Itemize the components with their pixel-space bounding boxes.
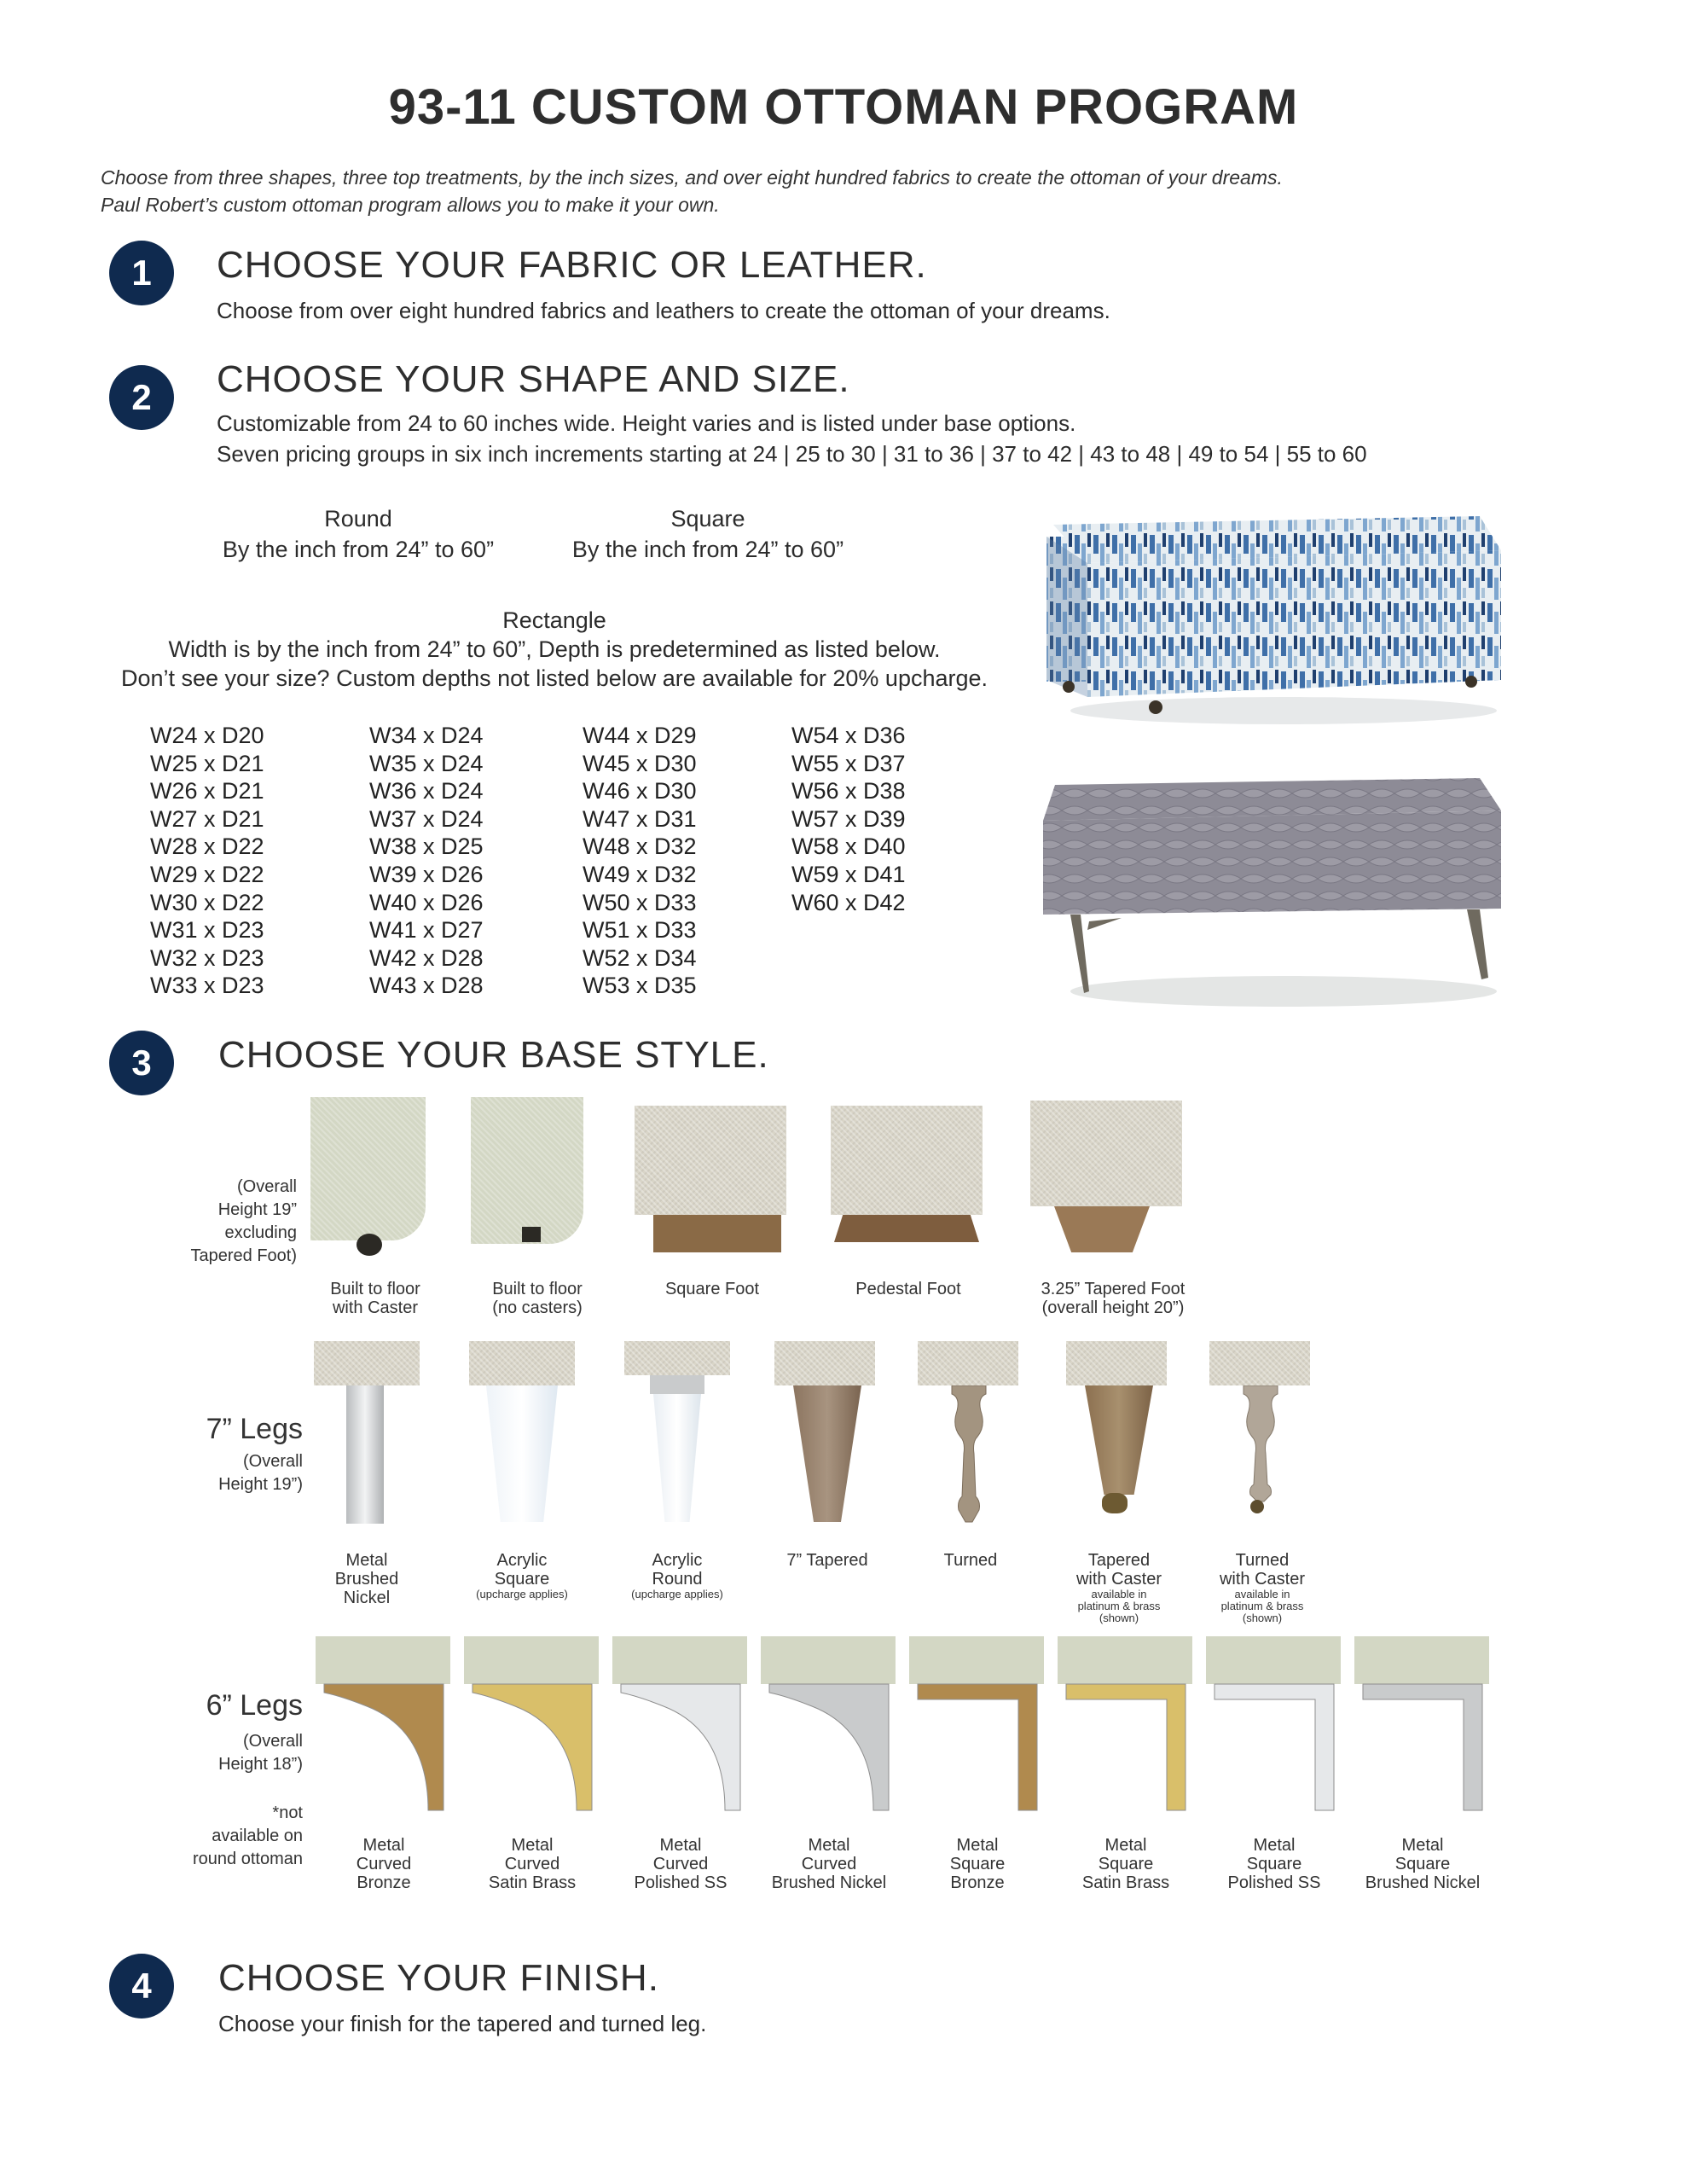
size-column-4-line: W58 x D40	[791, 834, 906, 860]
legs-6-note-line: (Overall	[242, 1732, 303, 1751]
size-column-2-line: W37 x D24	[369, 805, 484, 832]
leg-6-curved-satin-brass-drawing	[464, 1636, 600, 1815]
size-column-3-line: W48 x D32	[583, 834, 697, 860]
leg-6-caption-5	[901, 1836, 1054, 1892]
leg-6-curved-brushed-nickel-photo	[761, 1636, 897, 1815]
leg-7-caption-line: Acrylic	[652, 1551, 703, 1570]
intro-line-2: Paul Robert’s custom ottoman program allows you to make it your own.	[101, 194, 720, 216]
step-2-heading: CHOOSE YOUR SHAPE AND SIZE.	[217, 358, 850, 400]
leg-7-caption-line: Tapered	[1087, 1551, 1151, 1570]
base-built-to-floor-no-caster-photo	[471, 1097, 590, 1251]
leg-6-caption-line: Bronze	[357, 1873, 411, 1892]
size-column-2-line: W36 x D24	[369, 778, 484, 804]
leg-6-fabric-block	[909, 1636, 1044, 1684]
base-height-note-line: excluding	[224, 1223, 297, 1242]
page-title: 93-11 CUSTOM OTTOMAN PROGRAM	[388, 79, 1299, 135]
size-column-3-line: W52 x D34	[583, 944, 697, 971]
leg-6-metal-leg	[918, 1684, 1037, 1810]
size-column-1-line: W25 x D21	[150, 750, 264, 776]
size-column-2-line: W34 x D24	[369, 723, 484, 748]
leg-6-caption-line: Metal	[362, 1836, 405, 1855]
leg-6-caption-6	[1049, 1836, 1203, 1892]
leg-6-fabric-block	[316, 1636, 450, 1684]
size-column-1-line: W33 x D23	[150, 973, 264, 999]
leg-6-caption-line: Metal	[956, 1836, 999, 1855]
leg-6-metal-leg	[1066, 1684, 1186, 1810]
leg-6-caption-7	[1197, 1836, 1351, 1892]
leg-7-caption-note: (shown)	[1242, 1612, 1283, 1624]
shape-round-title: Round	[324, 506, 392, 531]
leg-6-caption-line: Bronze	[950, 1873, 1005, 1892]
size-column-4-line: W55 x D37	[791, 750, 906, 776]
leg-6-caption-line: Curved	[801, 1855, 857, 1873]
leg-6-caption-line: Metal	[659, 1836, 702, 1855]
leg-6-caption-line: Brushed Nickel	[1365, 1873, 1481, 1892]
legs-7-note	[128, 1450, 303, 1496]
leg-7-acrylic-square-photo	[469, 1341, 575, 1529]
shape-rectangle	[102, 606, 1006, 693]
leg-7-caption-line: Brushed	[334, 1570, 399, 1589]
size-column-2-line: W39 x D26	[369, 861, 484, 887]
leg-6-square-satin-brass-drawing	[1058, 1636, 1194, 1815]
leg-7-turned-photo	[918, 1341, 1023, 1529]
leg-7-caption-line: Acrylic	[496, 1551, 548, 1570]
leg-6-fabric-block	[1354, 1636, 1489, 1684]
size-column-3-line: W51 x D33	[583, 917, 697, 944]
leg-6-curved-polished-ss-photo	[612, 1636, 749, 1815]
leg-6-curved-bronze-drawing	[316, 1636, 452, 1815]
leg-6-caption-line: Square	[949, 1855, 1006, 1873]
leg-7-caption-1	[307, 1551, 426, 1607]
size-column-3	[583, 722, 697, 1000]
step-2-text-1: Customizable from 24 to 60 inches wide. Height varies and is listed under base options.	[217, 410, 1076, 436]
step-1-text: Choose from over eight hundred fabrics and leathers to create the ottoman of your dreams.	[217, 298, 1110, 323]
size-column-4-line: W56 x D38	[791, 778, 906, 804]
base-caption-1-line: Built to floor	[330, 1280, 420, 1298]
leg-7-caption-note: available in	[1091, 1588, 1147, 1600]
step-2-text-2: Seven pricing groups in six inch increments starting at 24 | 25 to 30 | 31 to 36 | 37 to 42 | 43 to 48 | 49 to 54 | 55 to 60	[217, 441, 1367, 467]
leg-7-caption-note: platinum & brass	[1077, 1600, 1161, 1612]
leg-6-square-bronze-photo	[909, 1636, 1046, 1815]
leg-6-caption-3	[604, 1836, 757, 1892]
leg-6-fabric-block	[1058, 1636, 1192, 1684]
leg-7-caption-note: (shown)	[1099, 1612, 1139, 1624]
leg-6-caption-line: Metal	[1253, 1836, 1296, 1855]
size-column-2-line: W41 x D27	[369, 917, 484, 944]
shape-round-sub: By the inch from 24” to 60”	[222, 537, 495, 562]
base-built-to-floor-caster-photo	[310, 1097, 430, 1256]
leg-7-tapered-photo	[774, 1341, 880, 1529]
leg-6-curved-bronze-photo	[316, 1636, 452, 1815]
step-1-heading: CHOOSE YOUR FABRIC OR LEATHER.	[217, 244, 927, 286]
size-column-3-line: W49 x D32	[583, 861, 697, 887]
size-column-2-line: W38 x D25	[369, 834, 484, 860]
base-height-note-line: (Overall	[236, 1177, 297, 1196]
leg-6-caption-line: Satin Brass	[488, 1873, 577, 1892]
rectangle-ottoman-photo	[1036, 768, 1510, 1015]
leg-7-caption-line: with Caster	[1219, 1570, 1306, 1589]
leg-7-caption-note: platinum & brass	[1220, 1600, 1304, 1612]
size-column-1-line: W27 x D21	[150, 805, 264, 832]
leg-6-caption-2	[455, 1836, 609, 1892]
leg-6-caption-line: Polished SS	[1227, 1873, 1321, 1892]
step-4-text: Choose your finish for the tapered and turned leg.	[218, 2011, 707, 2036]
step-2-badge: 2	[109, 365, 174, 430]
size-column-1-line: W30 x D22	[150, 889, 264, 915]
leg-6-caption-line: Metal	[511, 1836, 554, 1855]
legs-6-availability-note-line: round ottoman	[193, 1850, 303, 1868]
leg-6-square-brushed-nickel-photo	[1354, 1636, 1491, 1815]
base-square-foot-photo	[635, 1106, 788, 1256]
legs-7-title: 7” Legs	[206, 1413, 303, 1445]
leg-6-caption-line: Satin Brass	[1081, 1873, 1170, 1892]
leg-6-caption-line: Metal	[808, 1836, 850, 1855]
shape-round	[196, 503, 520, 565]
size-column-2-line: W42 x D28	[369, 944, 484, 971]
leg-6-square-bronze-drawing	[909, 1636, 1046, 1815]
size-column-1-line: W24 x D20	[150, 723, 264, 748]
legs-6-note	[128, 1730, 303, 1776]
size-column-2	[369, 722, 484, 1000]
leg-6-caption-line: Curved	[504, 1855, 560, 1873]
size-column-2-line: W40 x D26	[369, 889, 484, 915]
leg-7-caption-line: Turned	[943, 1551, 998, 1570]
legs-6-availability-note-line: *not	[272, 1804, 303, 1822]
size-column-3-line: W47 x D31	[583, 805, 697, 832]
base-caption-2-line: Built to floor	[492, 1280, 583, 1298]
leg-6-fabric-block	[1206, 1636, 1341, 1684]
size-column-1-line: W31 x D23	[150, 917, 264, 944]
step-4-heading: CHOOSE YOUR FINISH.	[218, 1957, 659, 1999]
shape-rectangle-title: Rectangle	[502, 607, 606, 633]
intro-text	[101, 164, 1551, 218]
size-column-3-line: W45 x D30	[583, 750, 697, 776]
size-column-3-line: W50 x D33	[583, 889, 697, 915]
legs-6-availability-note-line: available on	[212, 1827, 303, 1845]
leg-7-turned-caster-photo	[1209, 1341, 1315, 1529]
legs-7-note-line: Height 19”)	[218, 1475, 303, 1494]
step-1-badge: 1	[109, 241, 174, 305]
size-column-1-line: W32 x D23	[150, 944, 264, 971]
leg-7-caption-2	[462, 1551, 582, 1600]
size-column-3-line: W46 x D30	[583, 778, 697, 804]
leg-6-caption-line: Metal	[1401, 1836, 1444, 1855]
size-column-1-line: W28 x D22	[150, 834, 264, 860]
shape-square-sub: By the inch from 24” to 60”	[571, 537, 844, 562]
base-caption-5	[1019, 1280, 1207, 1317]
leg-7-metal-brushed-nickel-photo	[314, 1341, 420, 1529]
base-caption-3-line: Square Foot	[664, 1280, 760, 1298]
size-column-1-line: W29 x D22	[150, 861, 264, 887]
leg-6-caption-1	[307, 1836, 461, 1892]
leg-6-square-polished-ss-photo	[1206, 1636, 1342, 1815]
base-caption-3	[644, 1280, 780, 1298]
leg-7-caption-line: with Caster	[1075, 1570, 1162, 1589]
size-column-4-line: W54 x D36	[791, 723, 906, 748]
base-tapered-foot-photo	[1030, 1101, 1184, 1254]
legs-6-title: 6” Legs	[206, 1689, 303, 1722]
leg-6-curved-brushed-nickel-drawing	[761, 1636, 897, 1815]
size-column-2-line: W35 x D24	[369, 750, 484, 776]
leg-7-caption-note: (upcharge applies)	[631, 1588, 723, 1600]
base-caption-2-line: (no casters)	[492, 1298, 583, 1317]
leg-6-metal-leg	[621, 1684, 740, 1810]
size-column-1	[150, 722, 264, 1000]
leg-7-caption-5	[911, 1551, 1030, 1570]
base-caption-5-line: (overall height 20”)	[1041, 1298, 1185, 1317]
intro-line-1: Choose from three shapes, three top treatments, by the inch sizes, and over eight hundred fabrics to create the ottoman of your dreams.	[101, 166, 1283, 189]
leg-7-caption-line: Square	[494, 1570, 550, 1589]
shape-square	[546, 503, 870, 565]
leg-7-caption-line: Round	[652, 1570, 703, 1589]
leg-6-fabric-block	[761, 1636, 896, 1684]
leg-6-square-brushed-nickel-drawing	[1354, 1636, 1491, 1815]
leg-6-caption-line: Brushed Nickel	[771, 1873, 887, 1892]
size-column-1-line: W26 x D21	[150, 778, 264, 804]
size-column-3-line: W44 x D29	[583, 723, 697, 748]
leg-6-caption-8	[1346, 1836, 1499, 1892]
leg-6-caption-line: Square	[1394, 1855, 1451, 1873]
size-column-4-line: W60 x D42	[791, 889, 906, 915]
legs-6-note-line: Height 18”)	[218, 1755, 303, 1774]
leg-6-caption-4	[752, 1836, 906, 1892]
base-pedestal-foot-photo	[831, 1106, 984, 1256]
leg-7-caption-6	[1059, 1551, 1179, 1624]
shape-square-title: Square	[670, 506, 745, 531]
size-column-3-line: W53 x D35	[583, 973, 697, 999]
base-caption-2	[469, 1280, 606, 1317]
step-3-heading: CHOOSE YOUR BASE STYLE.	[218, 1034, 769, 1076]
leg-6-metal-leg	[769, 1684, 889, 1810]
leg-6-caption-line: Curved	[652, 1855, 709, 1873]
leg-6-caption-line: Metal	[1104, 1836, 1147, 1855]
leg-6-square-satin-brass-photo	[1058, 1636, 1194, 1815]
leg-6-metal-leg	[1363, 1684, 1482, 1810]
leg-6-square-polished-ss-drawing	[1206, 1636, 1342, 1815]
size-column-2-line: W43 x D28	[369, 973, 484, 999]
leg-7-caption-line: Nickel	[343, 1589, 391, 1607]
leg-6-fabric-block	[612, 1636, 747, 1684]
leg-6-metal-leg	[1215, 1684, 1334, 1810]
base-height-note-line: Height 19”	[217, 1200, 297, 1219]
base-caption-4-line: Pedestal Foot	[855, 1280, 961, 1298]
size-column-4	[791, 722, 906, 916]
base-height-note	[128, 1176, 297, 1268]
shape-rectangle-line-2: Don’t see your size? Custom depths not listed below are available for 20% upcharge.	[120, 665, 988, 691]
square-ottoman-photo	[1036, 499, 1510, 729]
leg-6-caption-line: Square	[1098, 1855, 1154, 1873]
base-caption-4	[840, 1280, 977, 1298]
shape-rectangle-line-1: Width is by the inch from 24” to 60”, Depth is predetermined as listed below.	[168, 636, 941, 662]
base-caption-5-line: 3.25” Tapered Foot	[1041, 1280, 1186, 1298]
legs-6-availability-note	[128, 1802, 303, 1871]
base-caption-1-line: with Caster	[332, 1298, 419, 1317]
leg-7-caption-4	[768, 1551, 887, 1570]
base-caption-1	[307, 1280, 443, 1317]
leg-6-metal-leg	[472, 1684, 592, 1810]
step-4-badge: 4	[109, 1954, 174, 2018]
leg-6-curved-polished-ss-drawing	[612, 1636, 749, 1815]
leg-6-curved-satin-brass-photo	[464, 1636, 600, 1815]
base-height-note-line: Tapered Foot)	[190, 1246, 297, 1265]
leg-7-caption-line: 7” Tapered	[786, 1551, 868, 1570]
leg-7-caption-note: (upcharge applies)	[476, 1588, 568, 1600]
size-column-4-line: W57 x D39	[791, 805, 906, 832]
leg-7-caption-7	[1203, 1551, 1322, 1624]
leg-7-caption-note: available in	[1234, 1588, 1290, 1600]
leg-7-acrylic-round-photo	[624, 1341, 730, 1529]
leg-7-caption-3	[617, 1551, 737, 1600]
leg-7-caption-line: Metal	[345, 1551, 388, 1570]
leg-6-caption-line: Curved	[356, 1855, 412, 1873]
step-3-badge: 3	[109, 1031, 174, 1095]
leg-7-tapered-caster-photo	[1066, 1341, 1172, 1529]
leg-6-caption-line: Polished SS	[634, 1873, 728, 1892]
legs-7-note-line: (Overall	[242, 1452, 303, 1471]
leg-6-caption-line: Square	[1246, 1855, 1302, 1873]
leg-7-caption-line: Turned	[1235, 1551, 1290, 1570]
leg-6-fabric-block	[464, 1636, 599, 1684]
leg-6-metal-leg	[324, 1684, 443, 1810]
size-column-4-line: W59 x D41	[791, 861, 906, 887]
